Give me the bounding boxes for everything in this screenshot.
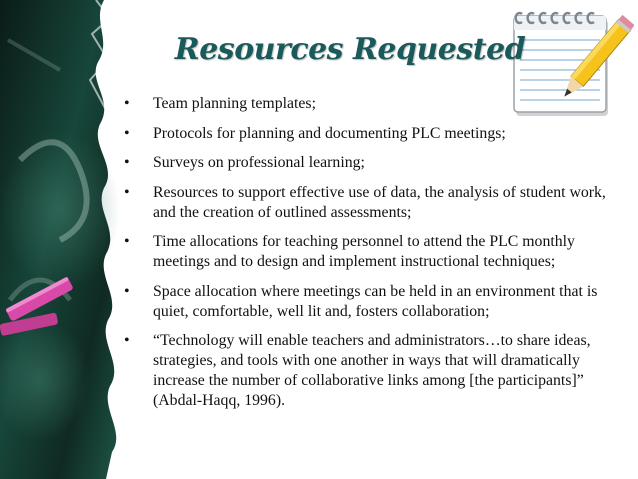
bullet-item: • Resources to support effective use of data, the analysis of student work, and the creation of outlined assessments; bbox=[122, 183, 622, 223]
bullet-item: • Surveys on professional learning; bbox=[122, 153, 622, 173]
chalkboard-icon bbox=[0, 0, 140, 479]
bullet-item: • “Technology will enable teachers and administrators…to share ideas, strategies, and tools with one another in ways that will dramatically increase the number of collaborative links among [the participants]” (Abdal-Haqq, 1996). bbox=[122, 331, 622, 411]
bullet-item: • Time allocations for teaching personnel to attend the PLC monthly meetings and to design and implement instructional techniques; bbox=[122, 232, 622, 272]
bullet-item: • Protocols for planning and documenting PLC meetings; bbox=[122, 124, 622, 144]
bullet-item: • Space allocation where meetings can be held in an environment that is quiet, comfortable, well lit and, fosters collaboration; bbox=[122, 282, 622, 322]
slide-title: Resources Requested bbox=[174, 32, 526, 67]
bullet-item: • Team planning templates; bbox=[122, 94, 622, 114]
bullet-list bbox=[122, 94, 622, 421]
